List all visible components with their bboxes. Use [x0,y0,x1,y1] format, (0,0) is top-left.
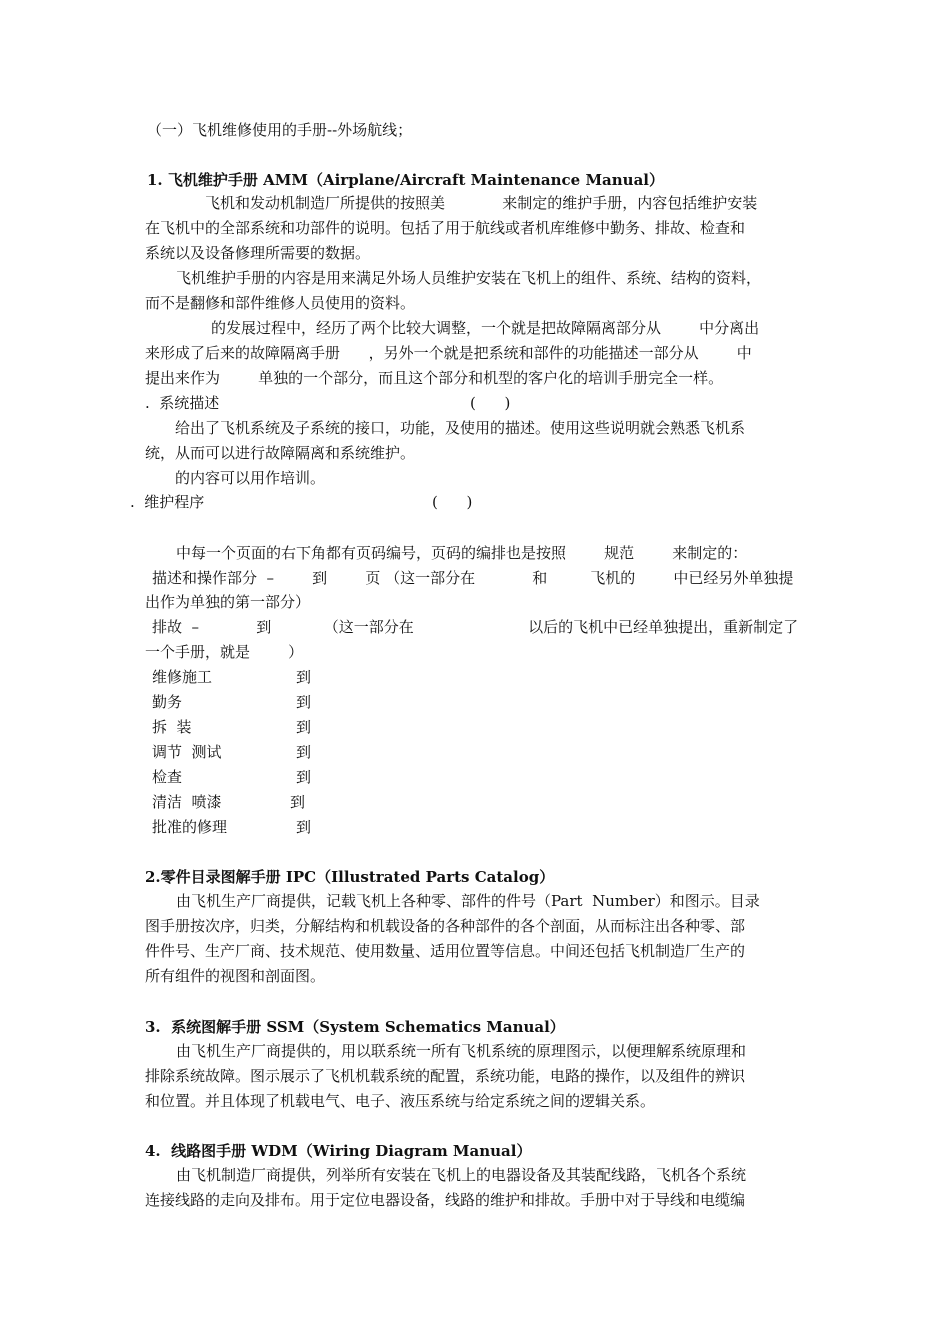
ipc-body-line-1: 由飞机生产厂商提供，记载飞机上各种零、部件的件号（Part Number）和图示。目录 [176,892,760,910]
range-item-to: 到 [290,793,306,811]
wdm-body-line-1: 由飞机制造厂商提供，列举所有安装在飞机上的电器设备及其装配线路，飞机各个系统 [176,1166,747,1184]
amm-paragraph-3-line-1: 的发展过程中，经历了两个比较大调整，一个就是把故障隔离部分从 中分离出 [211,319,760,337]
wdm-heading: 4. 线路图手册 WDM（Wiring Diagram Manual） [145,1142,532,1160]
amm-paragraph-5: 的内容可以用作培训。 [175,469,326,487]
range-item-to: 到 [296,668,312,686]
amm-paragraph-2-line-2: 而不是翻修和部件维修人员使用的资料。 [145,294,416,312]
range-item-to: 到 [296,743,312,761]
range-item-to: 到 [296,718,312,736]
range-item-to: 到 [296,693,312,711]
range-item-to: 到 [296,818,312,836]
amm-paragraph-1-line-1: 飞机和发动机制造厂所提供的按照美 来制定的维护手册，内容包括维护安装 [205,194,758,212]
amm-paragraph-4-line-1: 给出了飞机系统及子系统的接口，功能，及使用的描述。使用这些说明就会熟悉飞机系 [175,419,746,437]
amm-paragraph-1-line-2: 在飞机中的全部系统和功部件的说明。包括了用于航线或者机库维修中勤务、排故、检查和 [145,219,746,237]
amm-paragraph-7-line-1: 描述和操作部分 – 到 页 （这一部分在 和 飞机的 中已经另外单独提 [152,569,794,587]
section-header: （一）飞机维修使用的手册--外场航线； [147,121,413,139]
range-item-label: 调节 测试 [152,743,222,761]
amm-paragraph-7-line-2: 出作为单独的第一部分） [145,593,311,611]
ssm-heading: 3. 系统图解手册 SSM（System Schematics Manual） [145,1018,565,1036]
system-description-paren: ( ) [470,394,511,412]
amm-paragraph-8-line-1: 排故 – 到 （这一部分在 以后的飞机中已经单独提出，重新制定了 [152,618,799,636]
ssm-body-line-3: 和位置。并且体现了机载电气、电子、液压系统与给定系统之间的逻辑关系。 [145,1092,656,1110]
ipc-heading: 2.零件目录图解手册 IPC（Illustrated Parts Catalog） [145,868,555,886]
ssm-body-line-1: 由飞机生产厂商提供的，用以联系统一所有飞机系统的原理图示，以便理解系统原理和 [176,1042,747,1060]
ssm-body-line-2: 排除系统故障。图示展示了飞机机载系统的配置，系统功能，电路的操作，以及组件的辨识 [145,1067,746,1085]
amm-paragraph-1-line-3: 系统以及设备修理所需要的数据。 [145,244,371,262]
range-item-to: 到 [296,768,312,786]
ipc-body-line-3: 件件号、生产厂商、技术规范、使用数量、适用位置等信息。中间还包括飞机制造厂生产的 [145,942,746,960]
amm-paragraph-2-line-1: 飞机维护手册的内容是用来满足外场人员维护安装在飞机上的组件、系统、结构的资料， [176,269,762,287]
ipc-body-line-2: 图手册按次序，归类，分解结构和机载设备的各种部件的各个剖面，从而标注出各种零、部 [145,917,746,935]
amm-paragraph-3-line-3: 提出来作为 单独的一个部分，而且这个部分和机型的客户化的培训手册完全一样。 [145,369,724,387]
amm-paragraph-3-line-2: 来形成了后来的故障隔离手册 ，另外一个就是把系统和部件的功能描述一部分从 中 [145,344,752,362]
ipc-body-line-4: 所有组件的视图和剖面图。 [145,967,326,985]
system-description-label: . 系统描述 [145,394,220,412]
maintenance-procedure-label: . 维护程序 [130,493,205,511]
range-item-label: 清洁 喷漆 [152,793,222,811]
range-item-label: 勤务 [152,693,183,711]
range-item-label: 检查 [152,768,183,786]
range-item-label: 拆 装 [152,718,192,736]
amm-paragraph-4-line-2: 统，从而可以进行故障隔离和系统维护。 [145,444,416,462]
range-item-label: 批准的修理 [152,818,228,836]
range-item-label: 维修施工 [152,668,213,686]
amm-paragraph-6: 中每一个页面的右下角都有页码编号，页码的编排也是按照 规范 来制定的： [176,544,748,562]
wdm-body-line-2: 连接线路的走向及排布。用于定位电器设备，线路的维护和排故。手册中对于导线和电缆编 [145,1191,746,1209]
maintenance-procedure-paren: ( ) [432,493,473,511]
amm-paragraph-8-line-2: 一个手册，就是 ） [145,643,304,661]
amm-heading: 1. 飞机维护手册 AMM（Airplane/Aircraft Maintenance Manual） [147,171,665,189]
